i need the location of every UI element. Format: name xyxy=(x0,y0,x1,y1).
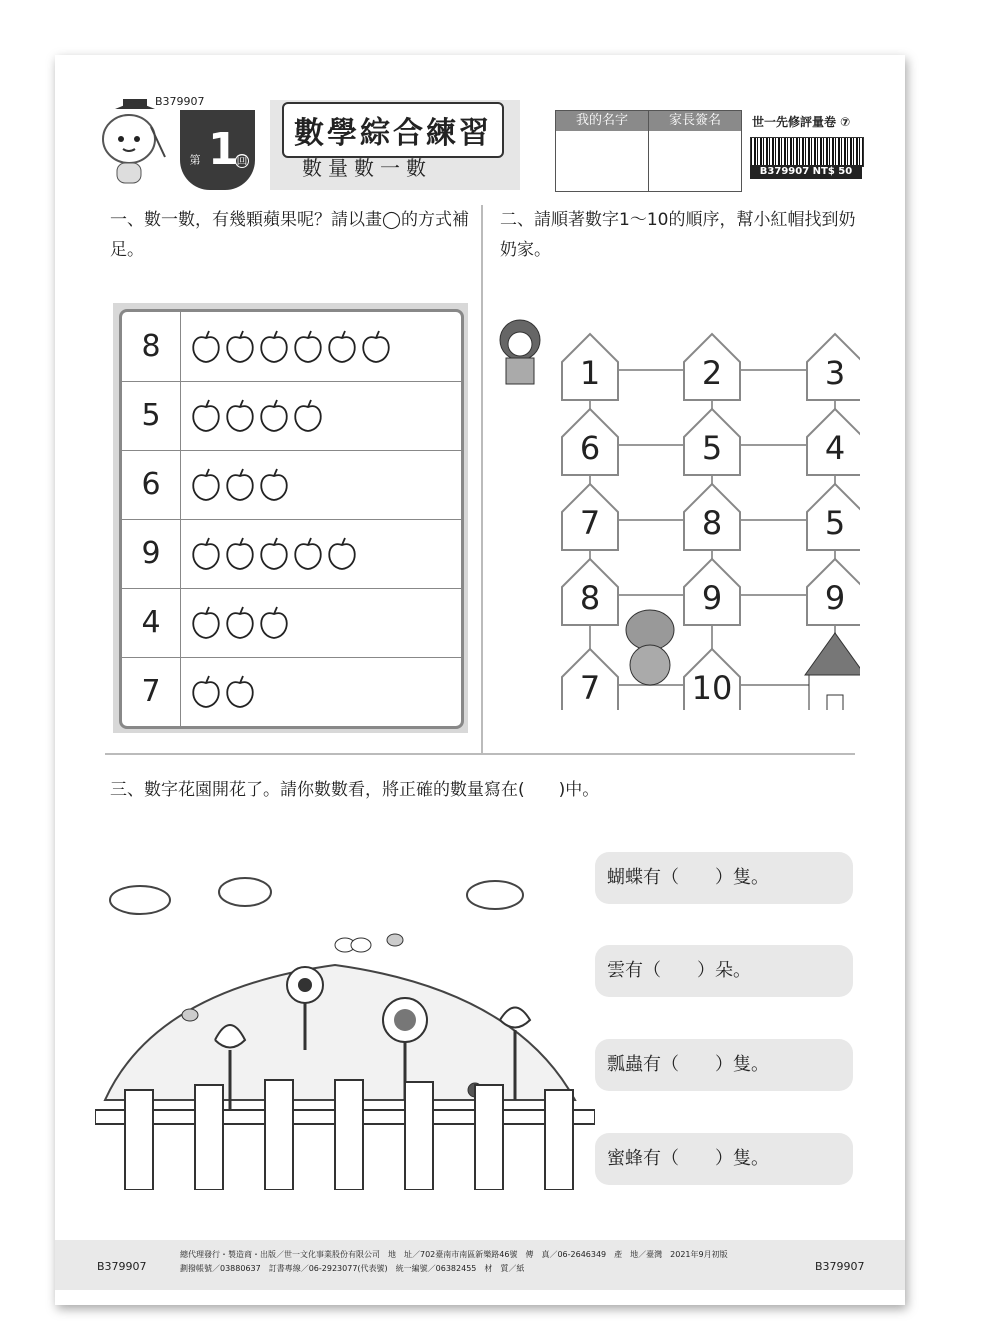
badge-di: 第 xyxy=(188,154,201,165)
butterfly-icon xyxy=(335,938,371,952)
house-node[interactable] xyxy=(684,409,740,475)
question-2-text: 二、請順著數字1～10的順序，幫小紅帽找到奶奶家。 xyxy=(500,210,856,260)
house-number: 5 xyxy=(701,429,723,467)
apple-icon xyxy=(295,400,321,431)
apple-table xyxy=(119,309,464,729)
mascot-illustration xyxy=(95,97,175,197)
house-number: 4 xyxy=(824,429,846,467)
price-label: B379907 NT$ 50 xyxy=(750,165,862,179)
apple-icon xyxy=(193,607,219,638)
footer-info xyxy=(180,1248,750,1276)
house-number: 1 xyxy=(579,354,601,392)
cloud-icon xyxy=(219,878,271,906)
worksheet-page xyxy=(55,55,905,1305)
parent-signature-label: 家長簽名 xyxy=(649,111,741,131)
row-number: 5 xyxy=(122,381,181,450)
wolf-icon xyxy=(626,610,674,685)
house-number: 10 xyxy=(691,669,733,707)
lesson-badge xyxy=(180,110,255,190)
house-number: 2 xyxy=(701,354,723,392)
question-3-text: 三、數字花園開花了。請你數數看，將正確的數量寫在( )中。 xyxy=(110,780,600,800)
name-signature-box[interactable] xyxy=(555,110,742,192)
table-row xyxy=(122,450,461,520)
apple-icon xyxy=(193,676,219,707)
house-number: 7 xyxy=(579,669,601,707)
cloud-icon xyxy=(110,886,170,914)
apple-icon xyxy=(193,538,219,569)
house-node[interactable] xyxy=(684,649,740,710)
apple-group xyxy=(190,468,450,504)
grandma-house-icon xyxy=(805,633,860,710)
page-subtitle: 數量數一數 xyxy=(302,156,432,180)
answer-box-cloud[interactable]: 雲有（ ）朵。 xyxy=(595,945,853,997)
house-node[interactable] xyxy=(684,334,740,400)
house-number: 7 xyxy=(579,504,601,542)
divider xyxy=(648,111,649,191)
title-box xyxy=(270,100,520,190)
house-node[interactable] xyxy=(562,649,618,710)
row-number: 8 xyxy=(122,312,181,381)
apple-icon xyxy=(261,400,287,431)
apple-group xyxy=(190,537,450,573)
row-number: 7 xyxy=(122,657,181,726)
answer-box-butterfly[interactable]: 蝴蝶有（ ）隻。 xyxy=(595,852,853,904)
house-node[interactable] xyxy=(562,334,618,400)
table-row xyxy=(122,588,461,658)
house-node[interactable] xyxy=(562,559,618,625)
house-number: 8 xyxy=(579,579,601,617)
answer-box-bee[interactable]: 蜜蜂有（ ）隻。 xyxy=(595,1133,853,1185)
row-number: 4 xyxy=(122,588,181,657)
apple-icon xyxy=(227,676,253,707)
maze-diagram xyxy=(490,310,860,710)
footer-code-right: B379907 xyxy=(815,1260,865,1273)
page-title: 數學綜合練習 xyxy=(282,102,504,158)
horizontal-divider xyxy=(105,753,855,755)
row-number: 9 xyxy=(122,519,181,588)
house-node[interactable] xyxy=(562,409,618,475)
apple-icon xyxy=(193,331,219,362)
house-node[interactable] xyxy=(807,484,860,550)
house-node[interactable] xyxy=(807,559,860,625)
apple-icon xyxy=(295,331,321,362)
house-node[interactable] xyxy=(807,409,860,475)
table-row xyxy=(122,657,461,726)
cloud-icon xyxy=(467,881,523,909)
footer xyxy=(55,1240,905,1290)
table-row xyxy=(122,381,461,451)
bee-icon xyxy=(182,1009,198,1021)
apple-icon xyxy=(227,400,253,431)
apple-group xyxy=(190,606,450,642)
apple-icon xyxy=(261,538,287,569)
vertical-divider xyxy=(481,205,483,755)
answer-box-ladybug[interactable]: 瓢蟲有（ ）隻。 xyxy=(595,1039,853,1091)
house-number: 8 xyxy=(701,504,723,542)
red-riding-hood-icon xyxy=(500,320,540,384)
apple-icon xyxy=(193,400,219,431)
house-node[interactable] xyxy=(684,559,740,625)
apple-icon xyxy=(227,331,253,362)
badge-hui: 回 xyxy=(236,154,248,167)
house-node[interactable] xyxy=(807,334,860,400)
apple-icon xyxy=(261,331,287,362)
apple-icon xyxy=(227,538,253,569)
house-number: 5 xyxy=(824,504,846,542)
footer-line-2: 劃撥帳號／03880637 訂書專線／06-2923077(代表號) 統一編號／06382455 材 質／紙 xyxy=(180,1264,525,1273)
bee-icon xyxy=(387,934,403,946)
house-number: 9 xyxy=(701,579,723,617)
apple-icon xyxy=(363,331,389,362)
house-number: 3 xyxy=(824,354,846,392)
apple-group xyxy=(190,675,450,711)
garden-illustration xyxy=(95,870,595,1190)
apple-group xyxy=(190,399,450,435)
apple-icon xyxy=(261,469,287,500)
apple-icon xyxy=(193,469,219,500)
row-number: 6 xyxy=(122,450,181,519)
name-label: 我的名字 xyxy=(556,111,648,131)
house-number: 6 xyxy=(579,429,601,467)
apple-group xyxy=(190,330,450,366)
footer-line-1: 總代理發行・製造商・出版／世一文化事業股份有限公司 地 址／702臺南市南區新樂路46號 傳 真／06-2646349 產 地／臺灣 2021年9月初版 xyxy=(180,1250,728,1259)
apple-icon xyxy=(295,538,321,569)
product-code: B379907 xyxy=(155,95,205,108)
footer-code-left: B379907 xyxy=(97,1260,147,1273)
apple-icon xyxy=(329,331,355,362)
apple-icon xyxy=(329,538,355,569)
badge-number: 1 xyxy=(208,124,239,175)
table-row xyxy=(122,312,461,382)
apple-icon xyxy=(227,469,253,500)
question-1-text: 一、數一數，有幾顆蘋果呢？請以畫◯的方式補足。 xyxy=(110,210,470,260)
barcode-icon xyxy=(750,137,864,167)
house-node[interactable] xyxy=(684,484,740,550)
house-node[interactable] xyxy=(562,484,618,550)
house-number: 9 xyxy=(824,579,846,617)
apple-icon xyxy=(261,607,287,638)
series-label: 世一先修評量卷 ⑦ xyxy=(752,115,851,129)
apple-table-frame xyxy=(113,303,468,733)
apple-icon xyxy=(227,607,253,638)
table-row xyxy=(122,519,461,589)
